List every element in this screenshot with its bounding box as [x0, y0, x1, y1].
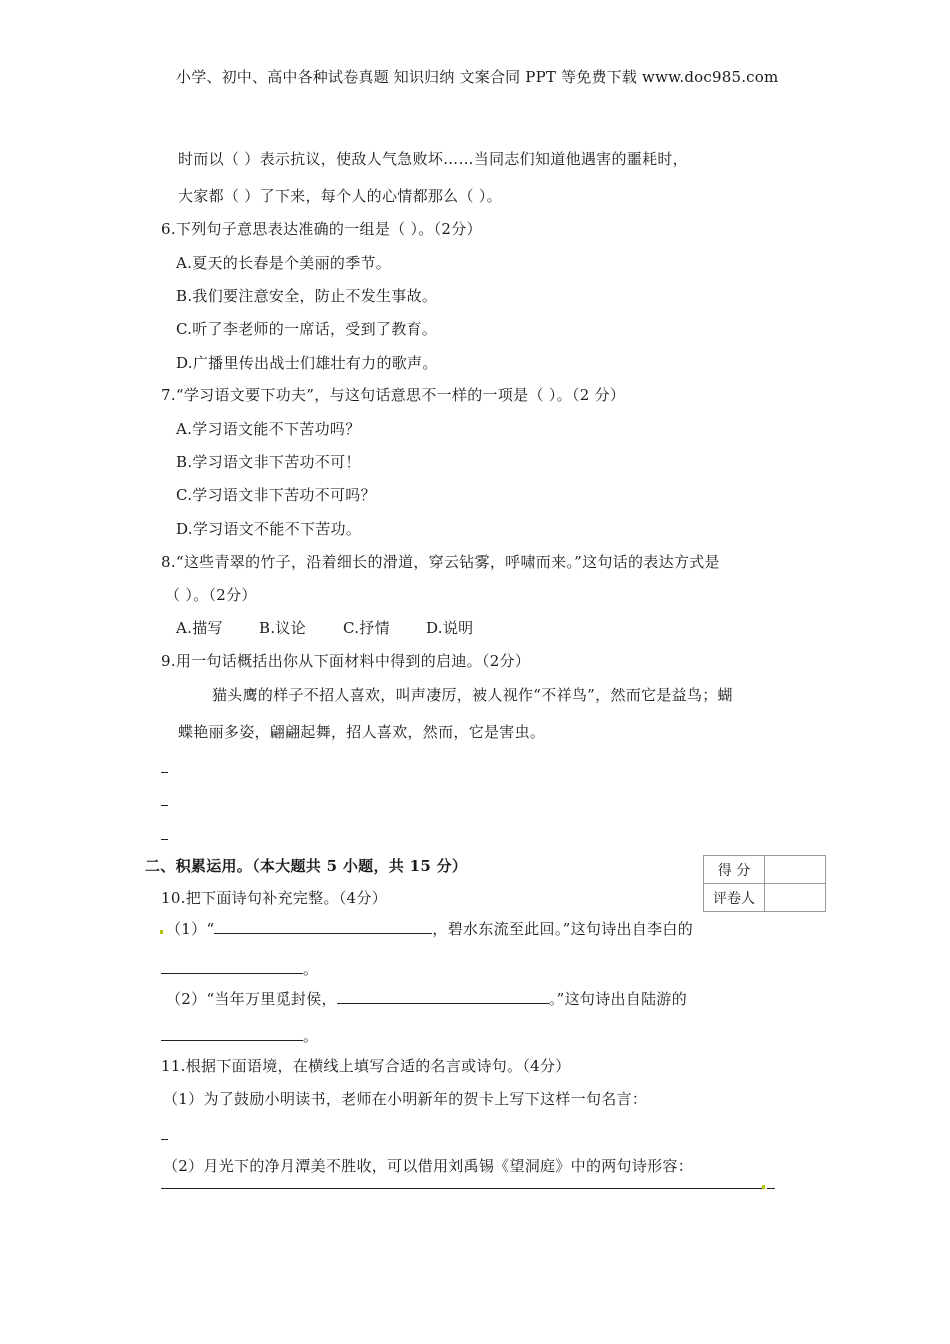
q10-part2-end: 。 — [303, 1027, 319, 1045]
q9-stem: 9.用一句话概括出你从下面材料中得到的启迪。（2分） — [161, 652, 531, 670]
marker-dot — [160, 930, 163, 934]
grader-cell[interactable] — [765, 884, 826, 912]
q10-part1-blank-verse[interactable] — [214, 918, 432, 934]
score-label: 得 分 — [704, 856, 765, 884]
q10-part2-suffix: 。”这句诗出自陆游的 — [548, 990, 687, 1008]
q9-answer-line-2[interactable] — [161, 805, 168, 806]
q11-stem: 11.根据下面语境，在横线上填写合适的名言或诗句。（4分） — [161, 1057, 571, 1075]
q9-material-line2: 蝶艳丽多姿，翩翩起舞，招人喜欢，然而，它是害虫。 — [178, 723, 546, 741]
q9-material-line1: 猫头鹰的样子不招人喜欢，叫声凄厉，被人视作“不祥鸟”，然而它是益鸟；蝴 — [212, 686, 733, 704]
q7-option-c: C.学习语文非下苦功不可吗？ — [176, 486, 376, 504]
q11-part2-answer-line-end — [767, 1188, 775, 1189]
q9-answer-line-3[interactable] — [161, 839, 168, 840]
q10-stem: 10.把下面诗句补充完整。（4分） — [161, 889, 387, 907]
q8-option-d: D.说明 — [426, 619, 474, 637]
q7-stem: 7.“学习语文要下功夫”，与这句话意思不一样的一项是（ ）。（2 分） — [161, 386, 626, 404]
score-cell[interactable] — [765, 856, 826, 884]
q8-option-c: C.抒情 — [343, 619, 390, 637]
q6-option-c: C.听了李老师的一席话，受到了教育。 — [176, 320, 438, 338]
q10-part1-blank-title[interactable] — [161, 958, 303, 974]
q10-part1-end: 。 — [303, 960, 319, 978]
q11-part2: （2）月光下的净月潭美不胜收，可以借用刘禹锡《望洞庭》中的两句诗形容： — [163, 1157, 694, 1175]
score-table — [703, 855, 826, 912]
q10-part1-suffix: ，碧水东流至此回。”这句诗出自李白的 — [432, 920, 693, 938]
q5-line2: 大家都（ ）了下来，每个人的心情都那么（ ）。 — [178, 187, 502, 205]
q8-stem-line1: 8.“这些青翠的竹子，沿着细长的滑道，穿云钻雾，呼啸而来。”这句话的表达方式是 — [161, 553, 720, 571]
q10-part1-prefix: （1）“ — [166, 920, 215, 938]
q10-part2-blank-title[interactable] — [161, 1025, 303, 1041]
q10-part2 — [166, 988, 687, 1009]
q7-option-d: D.学习语文不能不下苦功。 — [176, 520, 362, 538]
q6-stem: 6.下列句子意思表达准确的一组是（ ）。（2分） — [161, 220, 482, 238]
q7-option-b: B.学习语文非下苦功不可！ — [176, 453, 361, 471]
q10-part1 — [166, 918, 693, 939]
q8-option-b: B.议论 — [259, 619, 306, 637]
q8-stem-line2: （ ）。（2分） — [165, 586, 257, 604]
grader-label: 评卷人 — [704, 884, 765, 912]
q5-line1: 时而以（ ）表示抗议，使敌人气急败坏……当同志们知道他遇害的噩耗时， — [178, 150, 688, 168]
q11-part1: （1）为了鼓励小明读书，老师在小明新年的贺卡上写下这样一句名言： — [163, 1090, 648, 1108]
q7-option-a: A.学习语文能不下苦功吗？ — [176, 420, 361, 438]
q6-option-d: D.广播里传出战士们雄壮有力的歌声。 — [176, 354, 438, 372]
page-header: 小学、初中、高中各种试卷真题 知识归纳 文案合同 PPT 等免费下载 www.doc985.com — [176, 68, 779, 86]
q6-option-b: B.我们要注意安全，防止不发生事故。 — [176, 287, 438, 305]
q11-part1-answer-line[interactable] — [161, 1139, 168, 1140]
q9-answer-line-1[interactable] — [161, 772, 168, 773]
q6-option-a: A.夏天的长春是个美丽的季节。 — [176, 254, 392, 272]
q10-part1-source — [161, 958, 318, 979]
q10-part2-blank-verse[interactable] — [337, 988, 549, 1004]
q10-part2-prefix: （2）“当年万里觅封侯， — [166, 990, 337, 1008]
q10-part2-source — [161, 1025, 318, 1046]
section2-title: 二、积累运用。（本大题共 5 小题，共 15 分） — [145, 857, 468, 875]
q8-option-a: A.描写 — [176, 619, 223, 637]
q11-part2-answer-line[interactable] — [161, 1188, 763, 1189]
marker-dot — [762, 1185, 765, 1189]
